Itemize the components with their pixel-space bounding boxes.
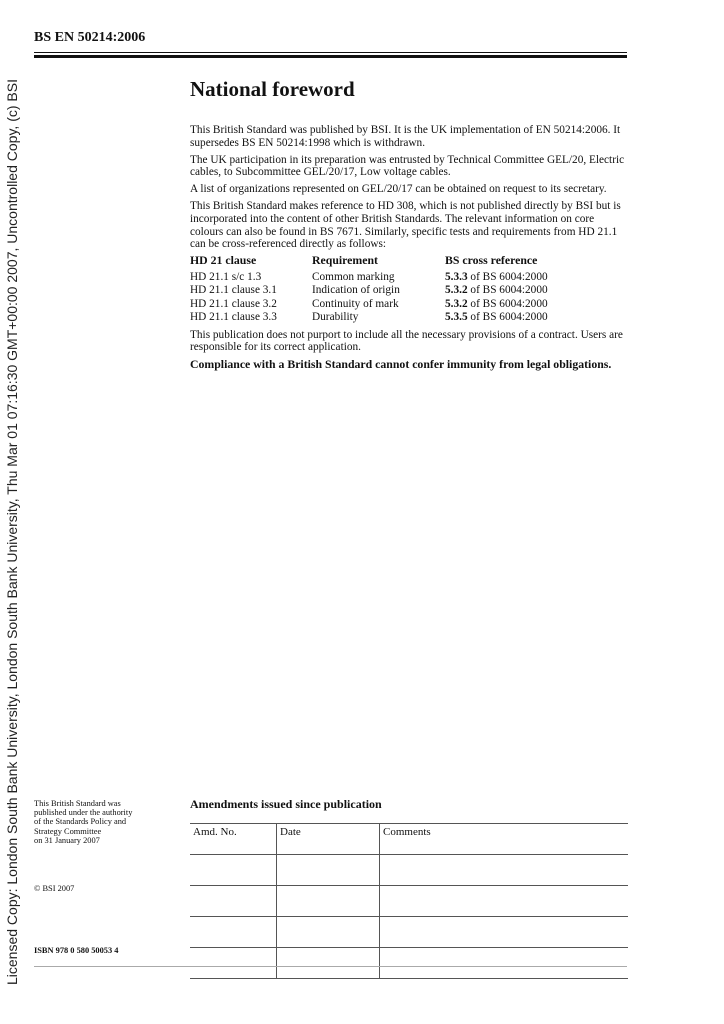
paragraph-publication: This British Standard was published by BSI. It is the UK implementation of EN 50214:2006. It supersedes BS EN 50214:1998 which is withdrawn. bbox=[190, 124, 621, 149]
table-row bbox=[190, 948, 628, 979]
clause-number: 5.3.2 bbox=[445, 284, 468, 297]
empty-cell bbox=[277, 886, 380, 917]
column-header-cross-reference: BS cross reference bbox=[445, 253, 538, 268]
cell-requirement: Durability bbox=[312, 311, 359, 324]
header-rule-thick bbox=[34, 55, 627, 58]
table-row bbox=[190, 855, 628, 886]
cell-cross-reference bbox=[445, 284, 548, 297]
amendments-title: Amendments issued since publication bbox=[190, 797, 382, 811]
cell-clause: HD 21.1 clause 3.1 bbox=[190, 284, 277, 297]
column-header-clause: HD 21 clause bbox=[190, 253, 257, 268]
clause-number: 5.3.3 bbox=[445, 270, 468, 283]
amendments-table bbox=[190, 823, 628, 979]
cell-requirement: Common marking bbox=[312, 270, 395, 283]
paragraph-compliance: Compliance with a British Standard cannot confer immunity from legal obligations. bbox=[190, 357, 612, 372]
copyright-note: © BSI 2007 bbox=[34, 884, 75, 893]
footer-rule bbox=[34, 966, 627, 967]
cell-clause: HD 21.1 clause 3.3 bbox=[190, 311, 277, 324]
cell-requirement: Indication of origin bbox=[312, 284, 400, 297]
paragraph-provisions: This publication does not purport to include all the necessary provisions of a contract. Users are responsible for its correct application. bbox=[190, 328, 623, 354]
table-row bbox=[190, 284, 548, 297]
cell-cross-reference bbox=[445, 298, 548, 311]
authority-line: published under the authority bbox=[34, 808, 133, 818]
cell-clause: HD 21.1 s/c 1.3 bbox=[190, 270, 262, 283]
page-title: National foreword bbox=[190, 77, 355, 101]
cross-reference-table bbox=[190, 254, 548, 324]
authority-note bbox=[34, 799, 169, 845]
paragraph-participation: The UK participation in its preparation was entrusted by Technical Committee GEL/20, Electric cables, to Subcommittee GEL/20/17, Low voltage cables. bbox=[190, 153, 625, 179]
amendments-header-row bbox=[190, 824, 628, 855]
empty-cell bbox=[380, 948, 629, 979]
clause-number: 5.3.5 bbox=[445, 311, 468, 324]
authority-line: Strategy Committee bbox=[34, 826, 102, 836]
table-row bbox=[190, 917, 628, 948]
empty-cell bbox=[277, 917, 380, 948]
empty-cell bbox=[190, 886, 277, 917]
clause-number: 5.3.2 bbox=[445, 297, 468, 310]
standard-ref: of BS 6004:2000 bbox=[467, 284, 548, 297]
isbn: ISBN 978 0 580 50053 4 bbox=[34, 946, 119, 955]
empty-cell bbox=[190, 855, 277, 886]
empty-cell bbox=[190, 917, 277, 948]
empty-cell bbox=[190, 948, 277, 979]
standard-ref: of BS 6004:2000 bbox=[467, 311, 548, 324]
empty-cell bbox=[277, 855, 380, 886]
authority-line: on 31 January 2007 bbox=[34, 835, 100, 845]
authority-line: of the Standards Policy and bbox=[34, 817, 127, 827]
cell-clause: HD 21.1 clause 3.2 bbox=[190, 297, 277, 310]
cell-cross-reference bbox=[445, 311, 548, 324]
cross-reference-header-row bbox=[190, 254, 548, 271]
document-id: BS EN 50214:2006 bbox=[34, 30, 146, 45]
column-header-amd-no: Amd. No. bbox=[190, 824, 277, 855]
header-rule-thin bbox=[34, 52, 627, 53]
standard-ref: of BS 6004:2000 bbox=[467, 297, 548, 310]
cell-cross-reference bbox=[445, 271, 548, 284]
table-row bbox=[190, 886, 628, 917]
empty-cell bbox=[380, 886, 629, 917]
table-row bbox=[190, 298, 548, 311]
column-header-date: Date bbox=[277, 824, 380, 855]
table-row bbox=[190, 271, 548, 284]
empty-cell bbox=[277, 948, 380, 979]
empty-cell bbox=[380, 855, 629, 886]
foreword-body bbox=[190, 124, 630, 375]
standard-ref: of BS 6004:2000 bbox=[467, 270, 548, 283]
authority-line: This British Standard was bbox=[34, 799, 121, 808]
column-header-requirement: Requirement bbox=[312, 253, 378, 268]
cell-requirement: Continuity of mark bbox=[312, 297, 399, 310]
table-row bbox=[190, 311, 548, 324]
paragraph-organizations: A list of organizations represented on GEL/20/17 can be obtained on request to its secretary. bbox=[190, 183, 607, 196]
column-header-comments: Comments bbox=[380, 824, 629, 855]
license-watermark: Licensed Copy: London South Bank University, London South Bank University, Thu Mar 01 07:16:30 GMT+00:00 2007, Uncontrolled Copy, (c) BSI bbox=[4, 79, 20, 985]
paragraph-reference: This British Standard makes reference to HD 308, which is not published directly by BSI but is incorporated into the content of other British Standards. The relevant information on core colours can also be found in BS 7671. Similarly, specific tests and requirements from HD 21.1 can be cross-referenced directly as follows: bbox=[190, 199, 621, 251]
empty-cell bbox=[380, 917, 629, 948]
